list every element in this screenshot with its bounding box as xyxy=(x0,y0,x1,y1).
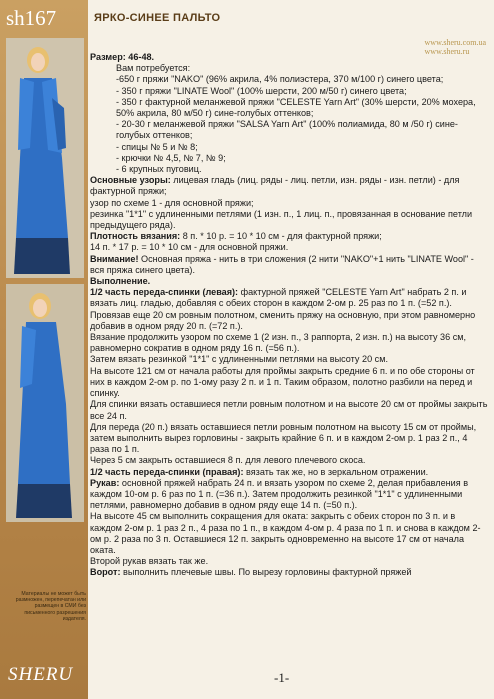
density-label: Плотность вязания: xyxy=(90,231,181,242)
material-line: -650 г пряжи "NAKO" (96% акрила, 4% полиэстера, 370 м/100 г) синего цвета; xyxy=(116,74,444,85)
right-part-text: вязать так же, но в зеркальном отражении. xyxy=(243,466,429,477)
brand-logo: SHERU xyxy=(8,664,74,685)
pattern-line: узор по схеме 1 - для основной пряжи; xyxy=(90,197,254,208)
attention-text: Основная пряжа - нить в три сложения (2 нити "NAKO"+1 нить "LINATE Wool" - вся пряжа синего цвета). xyxy=(90,253,474,275)
attention-label: Внимание! xyxy=(90,253,139,264)
instruction-line: Для спинки вязать оставшиеся петли ровным полотном и на высоте 20 см от проймы закрыть все 24 п. xyxy=(90,399,488,421)
model-photo-side xyxy=(6,284,84,522)
left-part-label: 1/2 часть переда-спинки (левая): xyxy=(90,287,239,298)
url-ru[interactable]: www.sheru.ru xyxy=(424,47,470,56)
material-line: - крючки № 4,5, № 7, № 9; xyxy=(116,152,226,163)
right-part-line xyxy=(90,467,488,478)
url-ua[interactable]: www.sheru.com.ua xyxy=(424,38,486,47)
pattern-text xyxy=(90,52,488,579)
instruction-line: Вязание продолжить узором по схеме 1 (2 изн. п., 3 раппорта, 2 изн. п.) на высоту 36 см, равномерно сократив в одном ряду 16 п. (=56 п.). xyxy=(90,332,467,354)
sleeve-label: Рукав: xyxy=(90,477,120,488)
execution-label: Выполнение. xyxy=(90,276,151,287)
copyright-notice: Материалы не может быть размножен, перепечатан или размещен в СМИ без письменного разрешения издателя. xyxy=(15,591,86,622)
left-part-line xyxy=(90,287,488,309)
patterns-label: Основные узоры: xyxy=(90,175,171,186)
collar-text: выполнить плечевые швы. По вырезу горловины фактурной пряжей xyxy=(120,567,412,578)
attention-line xyxy=(90,254,488,276)
collar-label: Ворот: xyxy=(90,567,121,578)
sleeve-line xyxy=(90,478,488,512)
pattern-line: резинка "1*1" с удлиненными петлями (1 изн. п., 1 лиц. п., провязанная в основание петли предыдущего ряда). xyxy=(90,208,473,231)
needs-line: Вам потребуется: xyxy=(116,63,191,74)
material-line: - 20-30 г меланжевой пряжи "SALSA Yarn Art" (100% полиамида, 80 м /50 г) сине-голубых оттенков; xyxy=(116,119,458,141)
instruction-line: Через 5 см закрыть оставшиеся 8 п. для левого плечевого скоса. xyxy=(90,455,366,466)
material-line: - 350 г пряжи "LINATE Wool" (100% шерсти, 200 м/50 г) синего цвета; xyxy=(116,85,407,96)
instruction-line: Затем вязать резинкой "1*1" с удлиненными петлями на высоту 20 см. xyxy=(90,354,388,365)
sleeve-text: основной пряжей набрать 24 п. и вязать узором по схеме 2, делая прибавления в каждом 10-ом р. 6 раз по 1 п. (=36 п.). Затем продолжить резинкой "1*1" с удлиненными петлями, равномерно добавив в одном ряду еще 14 п. (=50 п.). xyxy=(90,477,469,511)
material-line: - 350 г фактурной меланжевой пряжи "CELESTE Yarn Art" (30% шерсти, 20% мохера, 50% акрила, 80 м/50 г) сине-голубых оттенков; xyxy=(116,96,476,119)
instruction-line: На высоте 45 см выполнить сокращения для оката: закрыть с обеих сторон по 3 п. и в каждом 2-ом р. 1 раз 2 п., 4 раза по 1 п., в каждом 4-ом р. 4 раза по 1 п. и снова в каждом 2-ом р. 2 раза по 3 п. Оставшиеся 12 п. закрыть одновременно на высоте 17 см от начала оката. xyxy=(90,511,481,555)
material-line: - 6 крупных пуговиц. xyxy=(116,164,202,175)
instruction-line: Провязав еще 20 см ровным полотном, сменить пряжу на основную, при этом равномерно добавив в одном ряду 20 п. (=72 п.). xyxy=(90,309,476,331)
header xyxy=(0,0,494,38)
patterns-line xyxy=(90,175,488,197)
model-photo-front xyxy=(6,38,84,278)
page-title: ЯРКО-СИНЕЕ ПАЛЬТО xyxy=(94,12,221,24)
size-label: Размер: 46-48. xyxy=(90,52,155,62)
instruction-line: На высоте 121 см от начала работы для проймы закрыть средние 6 п. и по обе стороны от них в каждом 2-ом р. по 1-ому разу 2 п. и 1 п. Таким образом, полотно разбили на перед и спинку. xyxy=(90,365,475,399)
collar-line xyxy=(90,567,488,578)
instruction-line: Для переда (20 п.) вязать оставшиеся петли ровным полотном на высоту 15 см от проймы, затем выполнить вырез горловины - закрыть крайние 6 п. и в каждом 2-ом р. 1 раз 2 п., 4 раза по 1 п. xyxy=(90,421,477,455)
density-line: 14 п. * 17 р. = 10 * 10 см - для основной пряжи. xyxy=(90,242,289,253)
page-number: -1- xyxy=(274,670,290,685)
model-code: sh167 xyxy=(6,6,57,30)
density-line xyxy=(90,231,488,242)
density-text: 8 п. * 10 р. = 10 * 10 см - для фактурной пряжи; xyxy=(180,231,382,242)
size-line xyxy=(90,52,488,63)
left-part-text: фактурной пряжей "CELESTE Yarn Art" набрать 2 п. и вязать лиц. гладью, добавляя с обеих сторон в каждом 2-ом р. 25 раз по 1 п. (=52 п.). xyxy=(90,287,467,309)
execution-heading xyxy=(90,276,488,287)
patterns-text: лицевая гладь (лиц. ряды - лиц. петли, изн. ряды - изн. петли) - для фактурной пряжи; xyxy=(90,175,460,197)
instruction-line: Второй рукав вязать так же. xyxy=(90,556,209,567)
right-part-label: 1/2 часть переда-спинки (правая): xyxy=(90,466,244,477)
material-line: - спицы № 5 и № 8; xyxy=(116,141,198,152)
